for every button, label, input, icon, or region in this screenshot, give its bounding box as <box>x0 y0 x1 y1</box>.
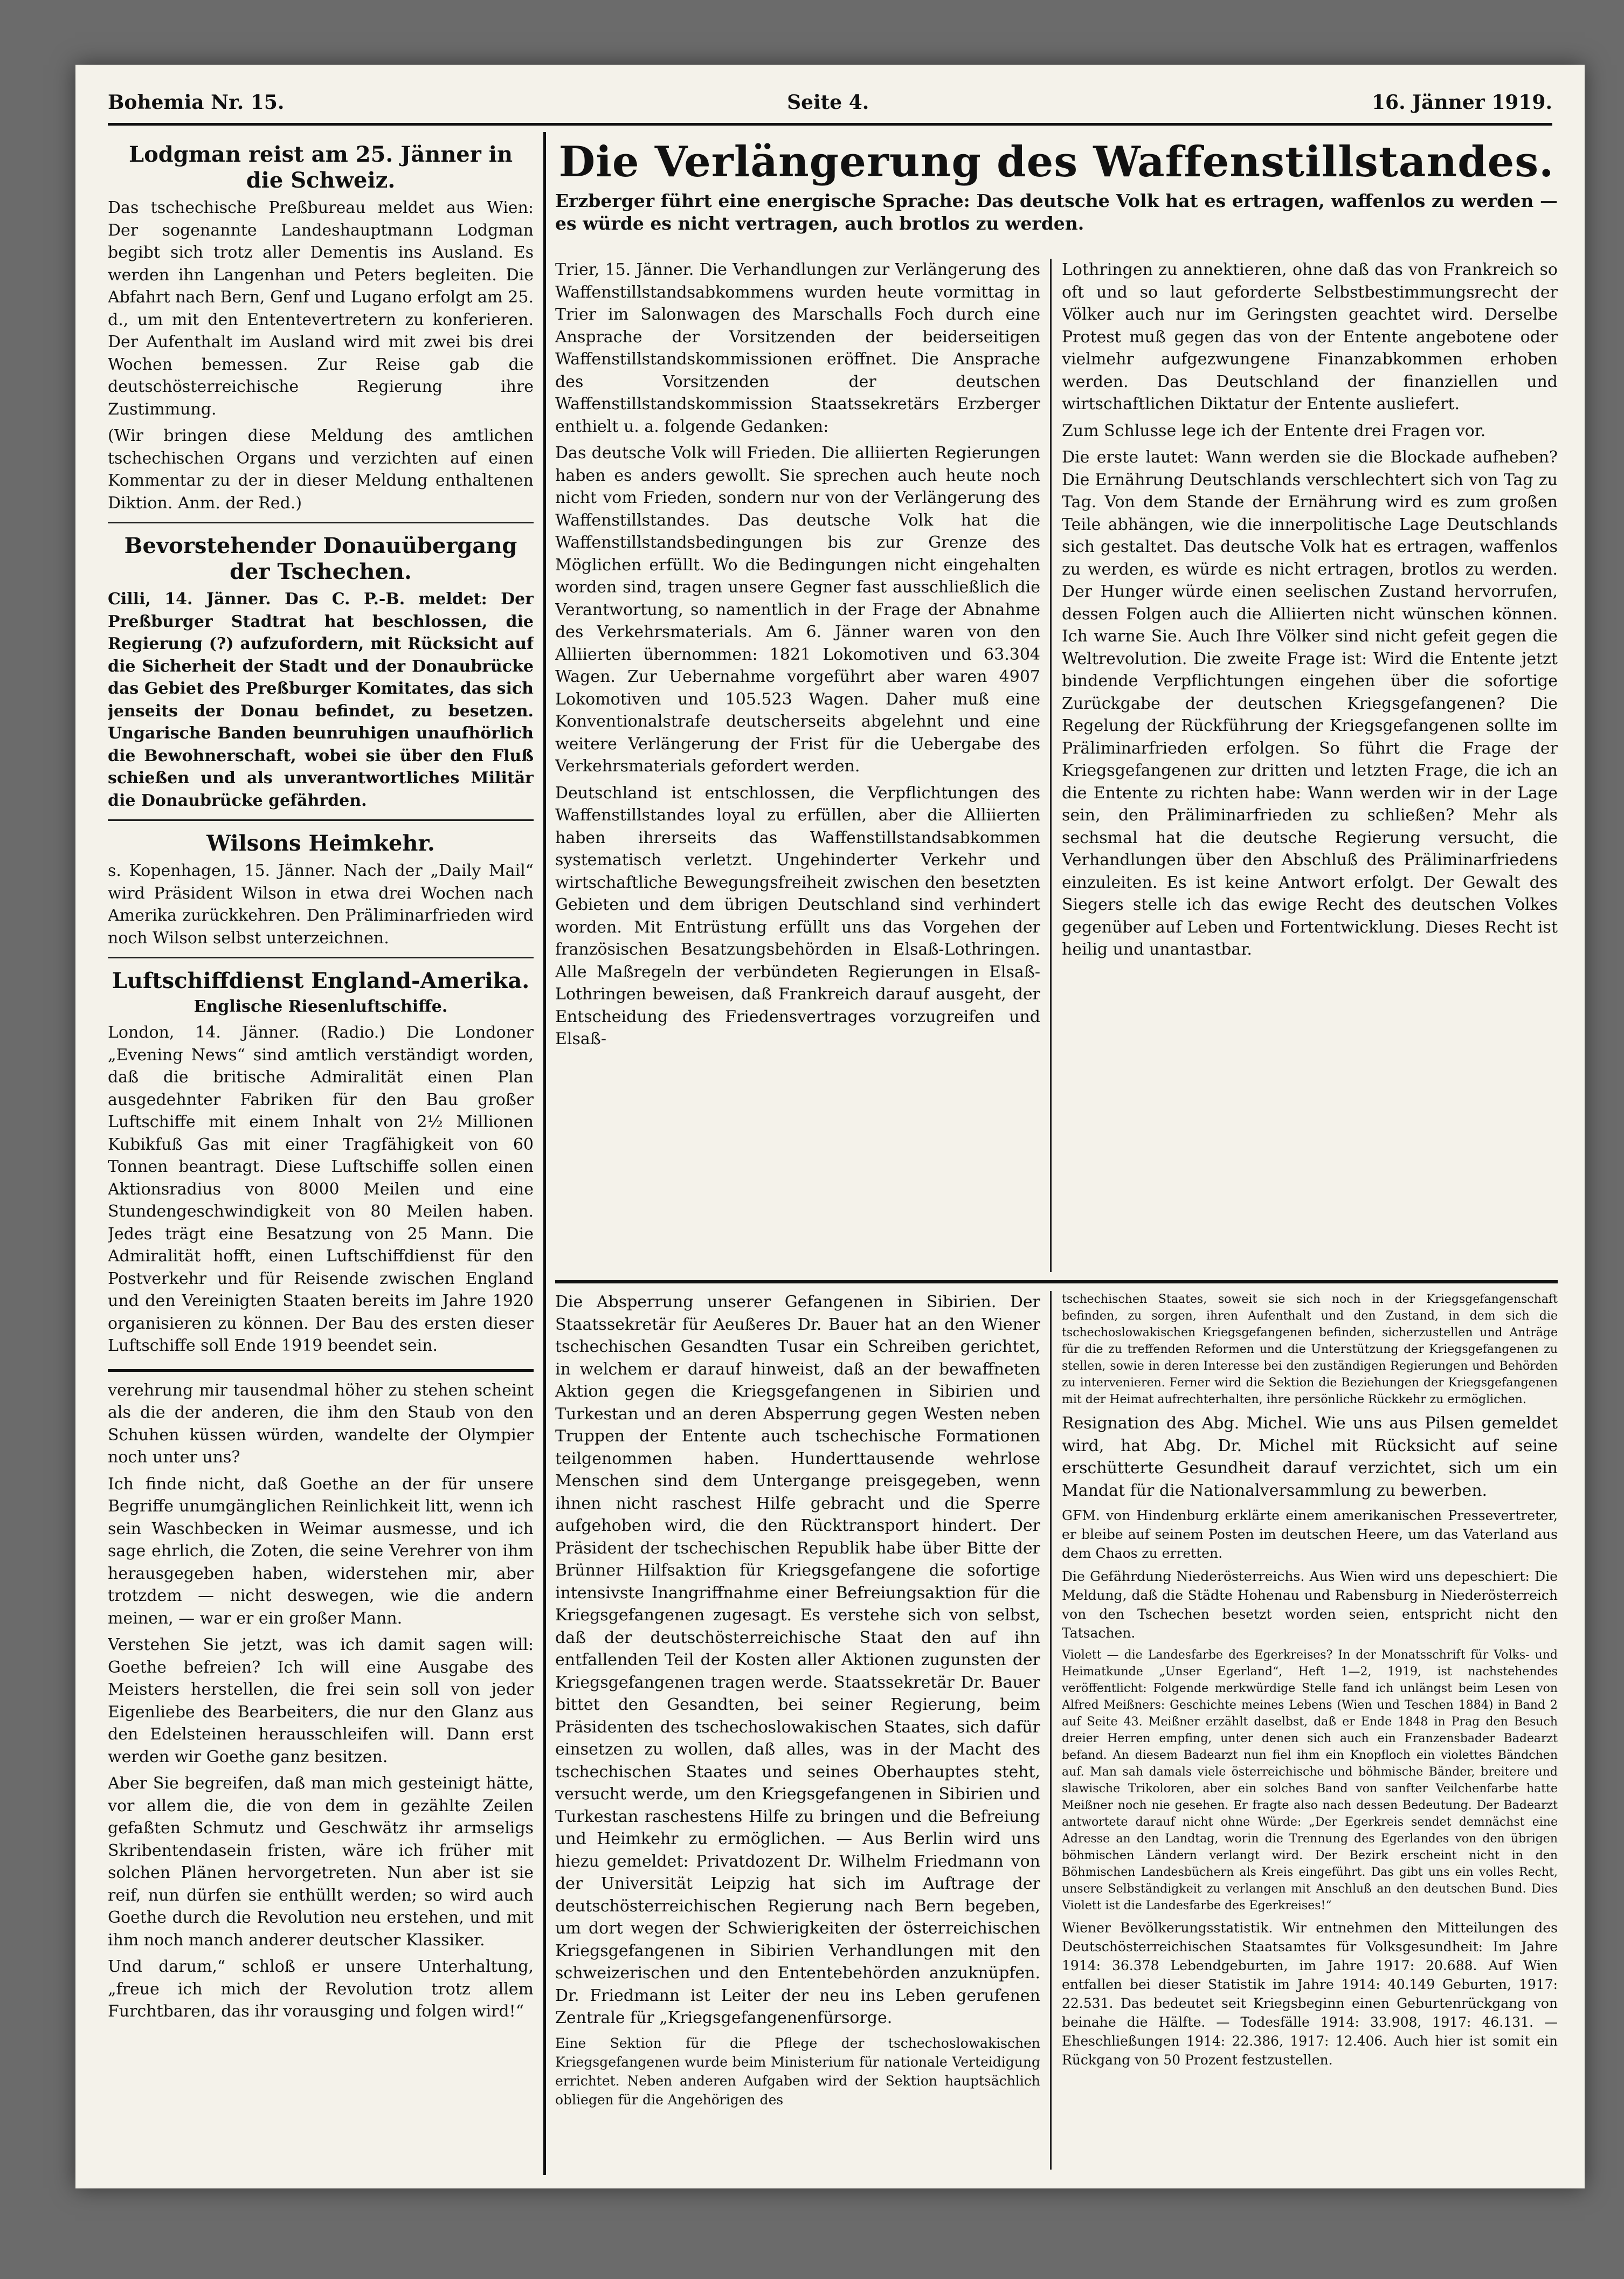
divider <box>108 522 534 523</box>
article-michel: Resignation des Abg. Michel. Wie uns aus Pilsen gemeldet wird, hat Abg. Dr. Michel mit Rücksicht auf seine erschütterte Gesundheit darauf verzichtet, sich um ein Mandat für die Nationalversammlung zu bewerben. <box>1062 1414 1558 1500</box>
lower-column-1 <box>555 1291 1040 2175</box>
article-text: Lothringen zu annektieren, ohne daß das von Frankreich so oft und so laut geforderte Selbstbestimmungsrecht der Völker auch nur im Geringsten geachtet wird. Derselbe Protest muß gegen das von der Entente angebotene oder vielmehr aufgezwungene Finanzabkommen erhoben werden. Das Deutschland der finanziellen und wirtschaftlichen Diktatur der Entente ausliefert. <box>1062 260 1558 413</box>
main-article-column-2 <box>1062 259 1558 1277</box>
main-headline: Die Verlängerung des Waffenstillstandes. <box>558 137 1554 187</box>
article-sektion-cont: tschechischen Staates, soweit sie sich noch in der Kriegsgefangenschaft befinden, zu sorgen, ihren Aufenthalt und den Zustand, in dem sich die tschechoslowakischen Kriegsgefangenen befinden, sicherzustellen und Anträge für die zu treffenden Reformen und die Unterstützung der Kriegsgefangenen zu stellen, sowie in deren Interesse bei den zuständigen Regierungen und Behörden zu intervenieren. Ferner wird die Sektion die Beziehungen der Kriegsgefangenen mit der Heimat aufrechterhalten, ihre persönliche Rückkehr zu ermöglichen. <box>1062 1293 1558 1406</box>
article-text: s. Kopenhagen, 15. Jänner. Nach der „Daily Mail“ wird Präsident Wilson in etwa drei Wochen nach Amerika zurückkehren. Den Präliminarfrieden wird noch Wilson selbst unterzeichnen. <box>108 861 534 948</box>
feuilleton-text: Ich finde nicht, daß Goethe an der für unsere Begriffe unumgänglichen Reinlichkeit litt, wenn ich sein Waschbecken in Weimar ausmesse, und ich sage ehrlich, die Zoten, die seine Verehrer von ihm herausgegeben haben, widerstehen mir, aber trotzdem — nicht deswegen, wie die andern meinen, — war er ein großer Mann. <box>108 1474 534 1628</box>
article-title-lodgman: Lodgman reist am 25. Jänner in die Schweiz. <box>128 142 513 193</box>
feuilleton-text: Aber Sie begreifen, daß man mich gesteinigt hätte, vor allem die, die von dem in gezählte Zeilen gefaßten Schmutz und Geschwätz ihr armseligs Skribentendasein fristen, wäre ich früher mit solchen Plänen hervorgetreten. Nun aber ist sie reif, nun dürfen sie enthüllt werden; so wird auch Goethe durch die Revolution neu erstehen, und mit ihm noch manch anderer deutscher Klassiker. <box>108 1774 534 1950</box>
main-article-column-1 <box>555 259 1040 1277</box>
article-text: London, 14. Jänner. (Radio.) Die Londoner „Evening News“ sind amtlich verständigt worden, daß die britische Admiralität einen Plan ausgedehnter Fabriken für den Bau großer Luftschiffe mit einem Inhalt von 2½ Millionen Kubikfuß Gas mit einer Tragfähigkeit von 60 Tonnen beantragt. Diese Luftschiffe sollen einen Aktionsradius von 8000 Meilen und eine Stundengeschwindigkeit von 80 Meilen haben. Jedes trägt eine Besatzung von 25 Mann. Die Admiralität hofft, einen Luftschiffdienst für den Postverkehr und für Reisende zwischen England und den Vereinigten Staaten bereits im Jahre 1920 organisieren zu können. Der Bau des ersten dieser Luftschiffe soll Ende 1919 beendet sein. <box>108 1023 534 1355</box>
divider <box>108 957 534 958</box>
article-gefangene: Die Absperrung unserer Gefangenen in Sibirien. Der Staatssekretär für Aeußeres Dr. Bauer hat an den Wiener tschechischen Gesandten Tusar ein Schreiben gerichtet, in welchem er darauf hinweist, daß an der bewaffneten Aktion gegen die Kriegsgefangenen in Sibirien und Turkestan und an deren Absperrung gegen Westen neben Truppen der Entente auch tschechische Formationen teilgenommen haben. Hunderttausende wehrlose Menschen sind dem Untergange preisgegeben, wenn ihnen nicht raschest Hilfe gebracht und die Sperre aufgehoben wird, die den Rücktransport hindert. Der Präsident der tschechischen Republik habe über Bitte der Brünner Hilfsaktion für Kriegsgefangene die sofortige intensivste Inangriffnahme einer Befreiungsaktion für die Kriegsgefangenen zugesagt. Es verstehe sich von selbst, daß der deutschösterreichische Staat den auf ihn entfallenden Teil der Kosten aller Aktionen zugunsten der Kriegsgefangenen tragen werde. Staatssekretär Dr. Bauer bittet den Gesandten, bei seiner Regierung, beim Präsidenten des tschechoslowakischen Staates, sich dafür einsetzen zu wollen, daß alles, was in der Macht des tschechischen Staates und seines Oberhauptes steht, versucht werde, um den Kriegsgefangenen in Sibirien und Turkestan raschestens Hilfe zu bringen und die Befreiung und Heimkehr zu ermöglichen. — Aus Berlin wird uns hiezu gemeldet: Privatdozent Dr. Wilhelm Friedmann von der Universität Leipzig hat sich im Auftrage der deutschösterreichischen Regierung nach Bern begeben, um dort wegen der Schwierigkeiten der österreichischen Kriegsgefangenen in Sibirien Verhandlungen mit den schweizerischen und den Ententebehörden anzuknüpfen. Dr. Friedmann ist Leiter der neu ins Leben gerufenen Zentrale für „Kriegsgefangenenfürsorge. <box>555 1293 1040 2027</box>
article-text: Das tschechische Preßbureau meldet aus Wien: Der sogenannte Landeshauptmann Lodgman begibt sich trotz aller Dementis ins Ausland. Es werden ihn Langenhan und Peters begleiten. Die Abfahrt nach Bern, Genf und Lugano erfolgt am 25. d., um mit den Ententevertretern zu konferieren. Der Aufenthalt im Ausland wird mit zwei bis drei Wochen bemessen. Zur Reise gab die deutschösterreichische Regierung ihre Zustimmung. <box>108 198 534 419</box>
left-column <box>108 132 534 2175</box>
article-text: Zum Schlusse lege ich der Entente drei Fragen vor. <box>1062 421 1486 440</box>
article-niederoesterreich: Die Gefährdung Niederösterreichs. Aus Wien wird uns depeschiert: Die Meldung, daß die Städte Hohenau und Rabensburg in Niederösterreich von den Tschechen besetzt worden seien, entspricht nicht den Tatsachen. <box>1062 1569 1558 1641</box>
article-text: Das deutsche Volk will Frieden. Die alliierten Regierungen haben es anders gewollt. Sie sprechen auch heute noch nicht vom Frieden, sondern nur von der Verlängerung des Waffenstillstandes. Das deutsche Volk hat die Waffenstillstandsbedingungen bis zur Grenze des Möglichen erfüllt. Wo die Bedingungen nicht eingehalten worden sind, tragen unsere Gegner fast ausschließlich die Verantwortung, so namentlich in der Frage der Abnahme des Verkehrsmaterials. Am 6. Jänner waren von den Alliierten übernommen: 1821 Lokomotiven und 63.304 Wagen. Zur Uebernahme vorgeführt aber waren 4907 Lokomotiven und 105.523 Wagen. Daher muß eine Konventionalstrafe deutscherseits abgelehnt und eine weitere Verlängerung der Frist für die Uebergabe des Verkehrsmaterials gefordert werden. <box>555 444 1040 776</box>
article-statistik: Wiener Bevölkerungsstatistik. Wir entnehmen den Mitteilungen des Deutschösterreichischen Staatsamtes für Volksgesundheit: Im Jahre 1914: 36.378 Lebendgeburten, im Jahre 1917: 20.688. Auf Wien entfallen bei dieser Statistik im Jahre 1914: 40.149 Geburten, 1917: 22.531. Das bedeutet seit Kriegsbeginn einen Geburtenrückgang von beinahe die Hälfte. — Todesfälle 1914: 33.908, 1917: 46.131. — Eheschließungen 1914: 22.386, 1917: 12.406. Auch hier ist somit ein Rückgang von 50 Prozent festzustellen. <box>1062 1920 1558 2068</box>
column-rule <box>1050 1291 1052 2170</box>
newspaper-page <box>75 65 1585 2188</box>
header-page-number: Seite 4. <box>787 91 869 114</box>
column-rule <box>1050 259 1052 1272</box>
main-subheadline: Erzberger führt eine energische Sprache: Das deutsche Volk hat es ertragen, waffenlos zu werden — es würde es nicht vertragen, auch brotlos zu werden. <box>555 190 1558 234</box>
article-hindenburg: GFM. von Hindenburg erklärte einem amerikanischen Pressevertreter, er bleibe auf seinem Posten im deutschen Heere, um das Vaterland aus dem Chaos zu erretten. <box>1062 1508 1558 1561</box>
article-text: Die erste lautet: Wann werden sie die Blockade aufheben? Die Ernährung Deutschlands verschlechtert sich von Tag zu Tag. Von dem Stande der Ernährung wird es zum großen Teile abhängen, wie die innerpolitische Lage Deutschlands sich gestaltet. Das deutsche Volk hat es ertragen, waffenlos zu werden, es würde es nicht ertragen, brotlos zu werden. Der Hunger würde einen seelischen Zustand hervorrufen, dessen Folgen auch die Alliierten nicht wünschen können. Ich warne Sie. Auch Ihre Völker sind nicht gefeit gegen die Weltrevolution. Die zweite Frage ist: Wird die Entente jetzt bindende Verpflichtungen eingehen über die sofortige Zurückgabe der deutschen Kriegsgefangenen? Die Regelung der Rückführung der Kriegsgefangenen sollte im Präliminarfrieden erfolgen. So führt die Frage der Kriegsgefangenen zur dritten und letzten Frage, die ich an die Entente zu richten habe: Wann werden wir in der Lage sein, den Präliminarfrieden zu schließen? Mehr als sechsmal hat die deutsche Regierung versucht, die Verhandlungen über den Abschluß des Präliminarfriedens einzuleiten. Es ist keine Antwort erfolgt. Der Gewalt des Siegers stelle ich das ewige Recht des deutschen Volkes gegenüber auf Leben und Fortentwicklung. Dieses Recht ist heilig und unantastbar. <box>1062 448 1558 959</box>
feuilleton-text: Und darum,“ schloß er unsere Unterhaltung, „freue ich mich der Revolution trotz allem Furchtbaren, das ihr vorausging und folgen wird!“ <box>108 1957 534 2021</box>
article-text: Trier, 15. Jänner. Die Verhandlungen zur Verlängerung des Waffenstillstandsabkommens wurden heute vormittag in Trier im Salonwagen des Marschalls Foch durch eine Ansprache der Vorsitzenden der beiderseitigen Waffenstillstandskommissionen eröffnet. Die Ansprache des Vorsitzenden der deutschen Waffenstillstandskommission Staatssekretärs Erzberger enthielt u. a. folgende Gedanken: <box>555 260 1040 436</box>
editor-note: (Wir bringen diese Meldung des amtlichen tschechischen Organs und verzichten auf einen Kommentar zu der in dieser Meldung enthaltenen Diktion. Anm. der Red.) <box>108 426 534 513</box>
article-subtitle-luftschiff: Englische Riesenluftschiffe. <box>194 997 448 1016</box>
main-article-header <box>555 132 1558 235</box>
header-date: 16. Jänner 1919. <box>1371 91 1552 114</box>
article-title-donau: Bevorstehender Donauübergang der Tschechen. <box>124 533 517 584</box>
article-title-luftschiff: Luftschiffdienst England-Amerika. <box>112 968 530 993</box>
article-title-wilson: Wilsons Heimkehr. <box>206 831 435 856</box>
page-header <box>108 86 1552 119</box>
header-rule <box>108 123 1552 126</box>
divider <box>108 819 534 821</box>
article-sektion: Eine Sektion für die Pflege der tschechoslowakischen Kriegsgefangenen wurde beim Ministerium für nationale Verteidigung errichtet. Neben anderen Aufgaben wird der Sektion hauptsächlich obliegen für die Angehörigen des <box>555 2035 1040 2108</box>
column-rule <box>543 132 546 2175</box>
section-rule <box>555 1280 1558 1283</box>
feuilleton-text: verehrung mir tausendmal höher zu stehen scheint als die der anderen, die ihm den Staub von den Schuhen küssen würden, wandelte der Olympier noch unter uns? <box>108 1380 534 1467</box>
feuilleton-text: Verstehen Sie jetzt, was ich damit sagen will: Goethe befreien? Ich will eine Ausgabe des Meisters herstellen, die frei sein soll von jeder Eigenliebe des Bearbeiters, die nur den Glanz aus den Edelsteinen herausschleifen will. Dann erst werden wir Goethe ganz besitzen. <box>108 1635 534 1766</box>
feuilleton-rule <box>108 1369 534 1372</box>
article-text: Deutschland ist entschlossen, die Verpflichtungen des Waffenstillstandes loyal zu erfüllen, aber die Alliierten haben ihrerseits das Waffenstillstandsabkommen systematisch verletzt. Ungehinderter Verkehr und wirtschaftliche Bewegungsfreiheit zwischen den besetzten Gebieten und dem übrigen Deutschland sind verhindert worden. Mit Entrüstung erfüllt uns das Vorgehen der französischen Besatzungsbehörden in Elsaß-Lothringen. Alle Maßregeln der verbündeten Regierungen in Elsaß-Lothringen beweisen, daß Frankreich darauf ausgeht, der Entscheidung des Friedensvertrages vorzugreifen und Elsaß- <box>555 783 1040 1048</box>
article-violett: Violett — die Landesfarbe des Egerkreises? In der Monatsschrift für Volks- und Heimatkunde „Unser Egerland“, Heft 1—2, 1919, ist nachstehendes veröffentlicht: Folgende merkwürdige Stelle fand ich unlängst beim Lesen von Alfred Meißners: Geschichte meines Lebens (Wien und Teschen 1884) in Band 2 auf Seite 43. Meißner erzählt daselbst, daß er Ende 1848 in Prag den Besuch dreier Herren empfing, unter denen sich auch ein Franzensbader Badearzt befand. An diesem Badearzt nun fiel ihm ein Knopfloch ein violettes Bändchen auf. Man sah damals viele österreichische und böhmische Bänder, breitere und slawische Trikoloren, aber ein solches Band von sanfter Veilchenfarbe hatte Meißner noch nie gesehen. Er fragte also nach dessen Bedeutung. Der Badearzt antwortete darauf nicht ohne Würde: „Der Egerkreis sendet demnächst eine Adresse an den Landtag, worin die Trennung des Egerlandes von den übrigen böhmischen Ländern verlangt wird. Der Bezirk erscheint nicht in den Böhmischen Landesbüchern als Kreis eingeführt. Das gibt uns ein volles Recht, unsere Selbständigkeit zu verlangen mit Anschluß an den deutschen Bund. Dies Violett ist die Landesfarbe des Egerkreises!“ <box>1062 1648 1558 1912</box>
header-issue: Bohemia Nr. 15. <box>108 91 285 114</box>
article-text: Cilli, 14. Jänner. Das C. P.-B. meldet: Der Preßburger Stadtrat hat beschlossen, die Regierung (?) aufzufordern, mit Rücksicht auf die Sicherheit der Stadt und der Donaubrücke das Gebiet des Preßburger Komitates, das sich jenseits der Donau befindet, zu besetzen. Ungarische Banden beunruhigen unaufhörlich die Bewohnerschaft, wobei sie über den Fluß schießen und als unverantwortliches Militär die Donaubrücke gefährden. <box>108 590 534 810</box>
lower-column-2 <box>1062 1291 1558 2175</box>
